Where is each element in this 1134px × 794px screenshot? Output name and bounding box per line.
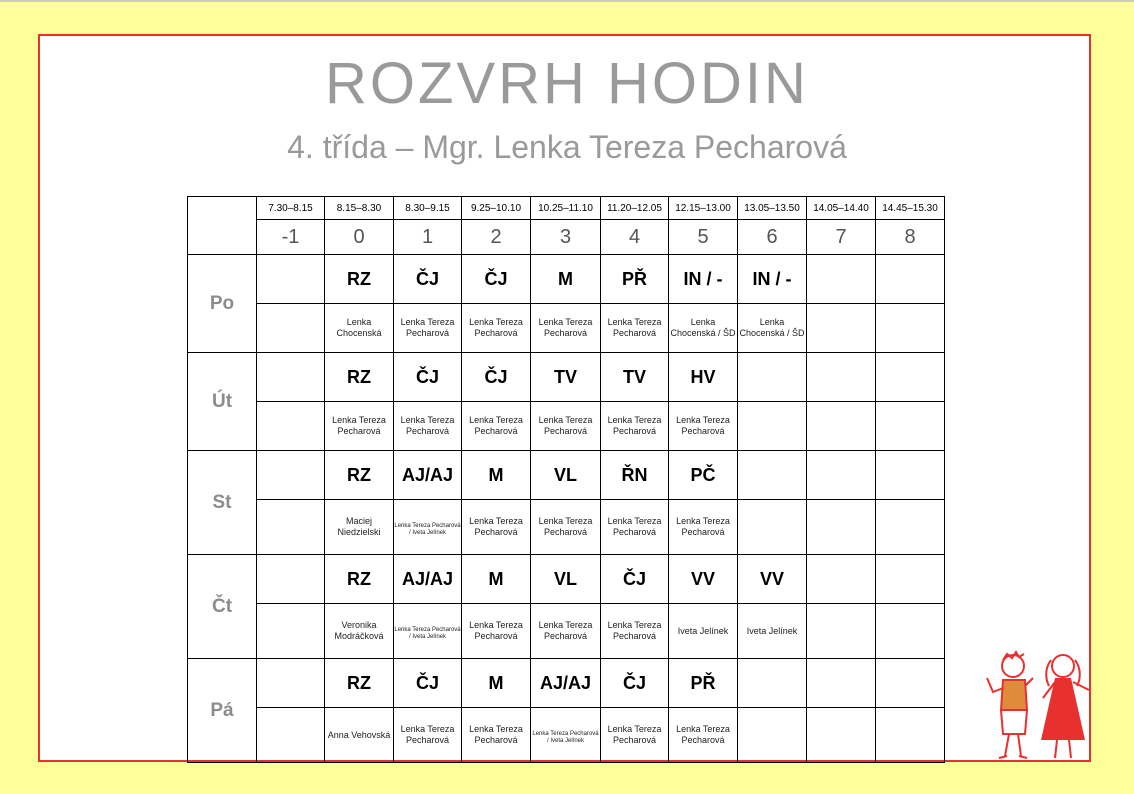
teacher-cell — [876, 500, 945, 555]
teacher-cell — [807, 304, 876, 353]
teacher-cell: Lenka Tereza Pecharová — [462, 604, 531, 659]
teacher-cell — [257, 402, 325, 451]
subject-cell: RZ — [325, 555, 394, 604]
subject-cell: TV — [531, 353, 601, 402]
top-divider — [0, 0, 1134, 2]
time-cell: 9.25–10.10 — [462, 197, 531, 220]
time-cell: 12.15–13.00 — [669, 197, 738, 220]
teacher-cell: Lenka Tereza Pecharová — [669, 500, 738, 555]
time-cell: 14.45–15.30 — [876, 197, 945, 220]
day-subject-row — [188, 659, 945, 708]
teacher-cell — [876, 604, 945, 659]
teacher-cell: Lenka Tereza Pecharová — [531, 500, 601, 555]
subject-cell — [807, 451, 876, 500]
subject-cell: AJ/AJ — [531, 659, 601, 708]
subject-cell: RZ — [325, 451, 394, 500]
subject-cell — [738, 659, 807, 708]
subject-cell: RZ — [325, 659, 394, 708]
subject-cell — [257, 555, 325, 604]
subject-cell: IN / - — [669, 255, 738, 304]
subject-cell — [257, 659, 325, 708]
day-subject-row — [188, 451, 945, 500]
teacher-cell: Veronika Modráčková — [325, 604, 394, 659]
day-label: St — [188, 451, 257, 555]
subject-cell: TV — [601, 353, 669, 402]
subject-cell: AJ/AJ — [394, 555, 462, 604]
teacher-cell — [807, 500, 876, 555]
subject-cell: VV — [738, 555, 807, 604]
teacher-cell — [807, 402, 876, 451]
time-cell: 13.05–13.50 — [738, 197, 807, 220]
subject-cell — [876, 255, 945, 304]
subject-cell — [876, 555, 945, 604]
teacher-cell — [738, 500, 807, 555]
lesson-number: 7 — [807, 220, 876, 255]
teacher-cell: Lenka Tereza Pecharová — [462, 402, 531, 451]
time-cell: 8.15–8.30 — [325, 197, 394, 220]
teacher-cell: Anna Vehovská — [325, 708, 394, 763]
teacher-cell: Lenka Chocenská — [325, 304, 394, 353]
lesson-number: 4 — [601, 220, 669, 255]
teacher-cell — [807, 708, 876, 763]
teacher-cell: Lenka Tereza Pecharová — [601, 402, 669, 451]
timetable — [187, 196, 945, 763]
teacher-cell: Lenka Tereza Pecharová / Iveta Jelínek — [394, 500, 462, 555]
subject-cell: ČJ — [601, 659, 669, 708]
teacher-cell: Lenka Tereza Pecharová / Iveta Jelínek — [531, 708, 601, 763]
day-label: Po — [188, 255, 257, 353]
teacher-cell: Lenka Tereza Pecharová — [531, 402, 601, 451]
teacher-cell: Iveta Jelínek — [738, 604, 807, 659]
time-cell: 8.30–9.15 — [394, 197, 462, 220]
teacher-cell — [807, 604, 876, 659]
teacher-cell — [257, 500, 325, 555]
subject-cell: VV — [669, 555, 738, 604]
subject-cell: VL — [531, 451, 601, 500]
subject-cell — [876, 353, 945, 402]
subject-cell: RZ — [325, 255, 394, 304]
subject-cell: ČJ — [394, 659, 462, 708]
teacher-cell — [876, 402, 945, 451]
subject-cell — [738, 353, 807, 402]
subject-cell: ČJ — [462, 255, 531, 304]
teacher-cell: Lenka Tereza Pecharová — [462, 500, 531, 555]
subject-cell — [876, 451, 945, 500]
teacher-cell — [257, 604, 325, 659]
lesson-number: 5 — [669, 220, 738, 255]
subject-cell — [257, 255, 325, 304]
subject-cell — [807, 555, 876, 604]
teacher-cell — [257, 304, 325, 353]
subject-cell: PŘ — [669, 659, 738, 708]
day-teacher-row — [188, 402, 945, 451]
subject-cell: M — [462, 451, 531, 500]
time-row — [188, 197, 945, 220]
teacher-cell — [876, 708, 945, 763]
teacher-cell: Lenka Tereza Pecharová — [531, 304, 601, 353]
subject-cell: ČJ — [601, 555, 669, 604]
time-cell: 10.25–11.10 — [531, 197, 601, 220]
subject-cell: M — [462, 659, 531, 708]
subject-cell — [738, 451, 807, 500]
lesson-number: 2 — [462, 220, 531, 255]
subject-cell: PŘ — [601, 255, 669, 304]
subject-cell — [876, 659, 945, 708]
teacher-cell: Lenka Tereza Pecharová — [325, 402, 394, 451]
page-title: ROZVRH HODIN — [325, 51, 809, 116]
teacher-cell: Lenka Tereza Pecharová — [462, 708, 531, 763]
lesson-number: -1 — [257, 220, 325, 255]
day-label: Út — [188, 353, 257, 451]
teacher-cell: Lenka Chocenská / ŠD — [738, 304, 807, 353]
day-subject-row — [188, 353, 945, 402]
subject-cell: RZ — [325, 353, 394, 402]
subject-cell: ČJ — [394, 255, 462, 304]
subject-cell — [257, 451, 325, 500]
day-teacher-row — [188, 708, 945, 763]
subject-cell — [807, 255, 876, 304]
teacher-cell: Lenka Tereza Pecharová — [531, 604, 601, 659]
subject-cell: ČJ — [394, 353, 462, 402]
day-teacher-row — [188, 500, 945, 555]
day-subject-row — [188, 255, 945, 304]
teacher-cell — [738, 708, 807, 763]
class-subtitle: 4. třída – Mgr. Lenka Tereza Pecharová — [287, 129, 847, 165]
teacher-cell: Iveta Jelínek — [669, 604, 738, 659]
teacher-cell: Lenka Tereza Pecharová — [669, 708, 738, 763]
day-teacher-row — [188, 604, 945, 659]
subject-cell — [807, 353, 876, 402]
teacher-cell: Lenka Tereza Pecharová — [394, 708, 462, 763]
subject-cell: M — [462, 555, 531, 604]
subject-cell: HV — [669, 353, 738, 402]
day-label: Čt — [188, 555, 257, 659]
teacher-cell — [876, 304, 945, 353]
day-label: Pá — [188, 659, 257, 763]
teacher-cell: Lenka Tereza Pecharová — [601, 604, 669, 659]
lesson-number: 3 — [531, 220, 601, 255]
teacher-cell: Lenka Tereza Pecharová / Iveta Jelínek — [394, 604, 462, 659]
time-cell: 14.05–14.40 — [807, 197, 876, 220]
teacher-cell: Lenka Tereza Pecharová — [601, 500, 669, 555]
day-teacher-row — [188, 304, 945, 353]
teacher-cell: Lenka Tereza Pecharová — [462, 304, 531, 353]
teacher-cell: Maciej Niedzielski — [325, 500, 394, 555]
lesson-number: 6 — [738, 220, 807, 255]
corner-cell — [188, 197, 257, 255]
subject-cell: ŘN — [601, 451, 669, 500]
subject-cell: AJ/AJ — [394, 451, 462, 500]
day-subject-row — [188, 555, 945, 604]
subject-cell: ČJ — [462, 353, 531, 402]
children-drawing-icon — [985, 648, 1097, 763]
subject-cell: IN / - — [738, 255, 807, 304]
teacher-cell: Lenka Chocenská / ŠD — [669, 304, 738, 353]
subject-cell: PČ — [669, 451, 738, 500]
time-cell: 7.30–8.15 — [257, 197, 325, 220]
lesson-number-row — [188, 220, 945, 255]
teacher-cell — [738, 402, 807, 451]
teacher-cell: Lenka Tereza Pecharová — [601, 304, 669, 353]
teacher-cell: Lenka Tereza Pecharová — [394, 402, 462, 451]
time-cell: 11.20–12.05 — [601, 197, 669, 220]
teacher-cell: Lenka Tereza Pecharová — [394, 304, 462, 353]
teacher-cell: Lenka Tereza Pecharová — [601, 708, 669, 763]
teacher-cell: Lenka Tereza Pecharová — [669, 402, 738, 451]
teacher-cell — [257, 708, 325, 763]
lesson-number: 1 — [394, 220, 462, 255]
subject-cell — [807, 659, 876, 708]
lesson-number: 0 — [325, 220, 394, 255]
subject-cell: VL — [531, 555, 601, 604]
subject-cell — [257, 353, 325, 402]
subject-cell: M — [531, 255, 601, 304]
lesson-number: 8 — [876, 220, 945, 255]
